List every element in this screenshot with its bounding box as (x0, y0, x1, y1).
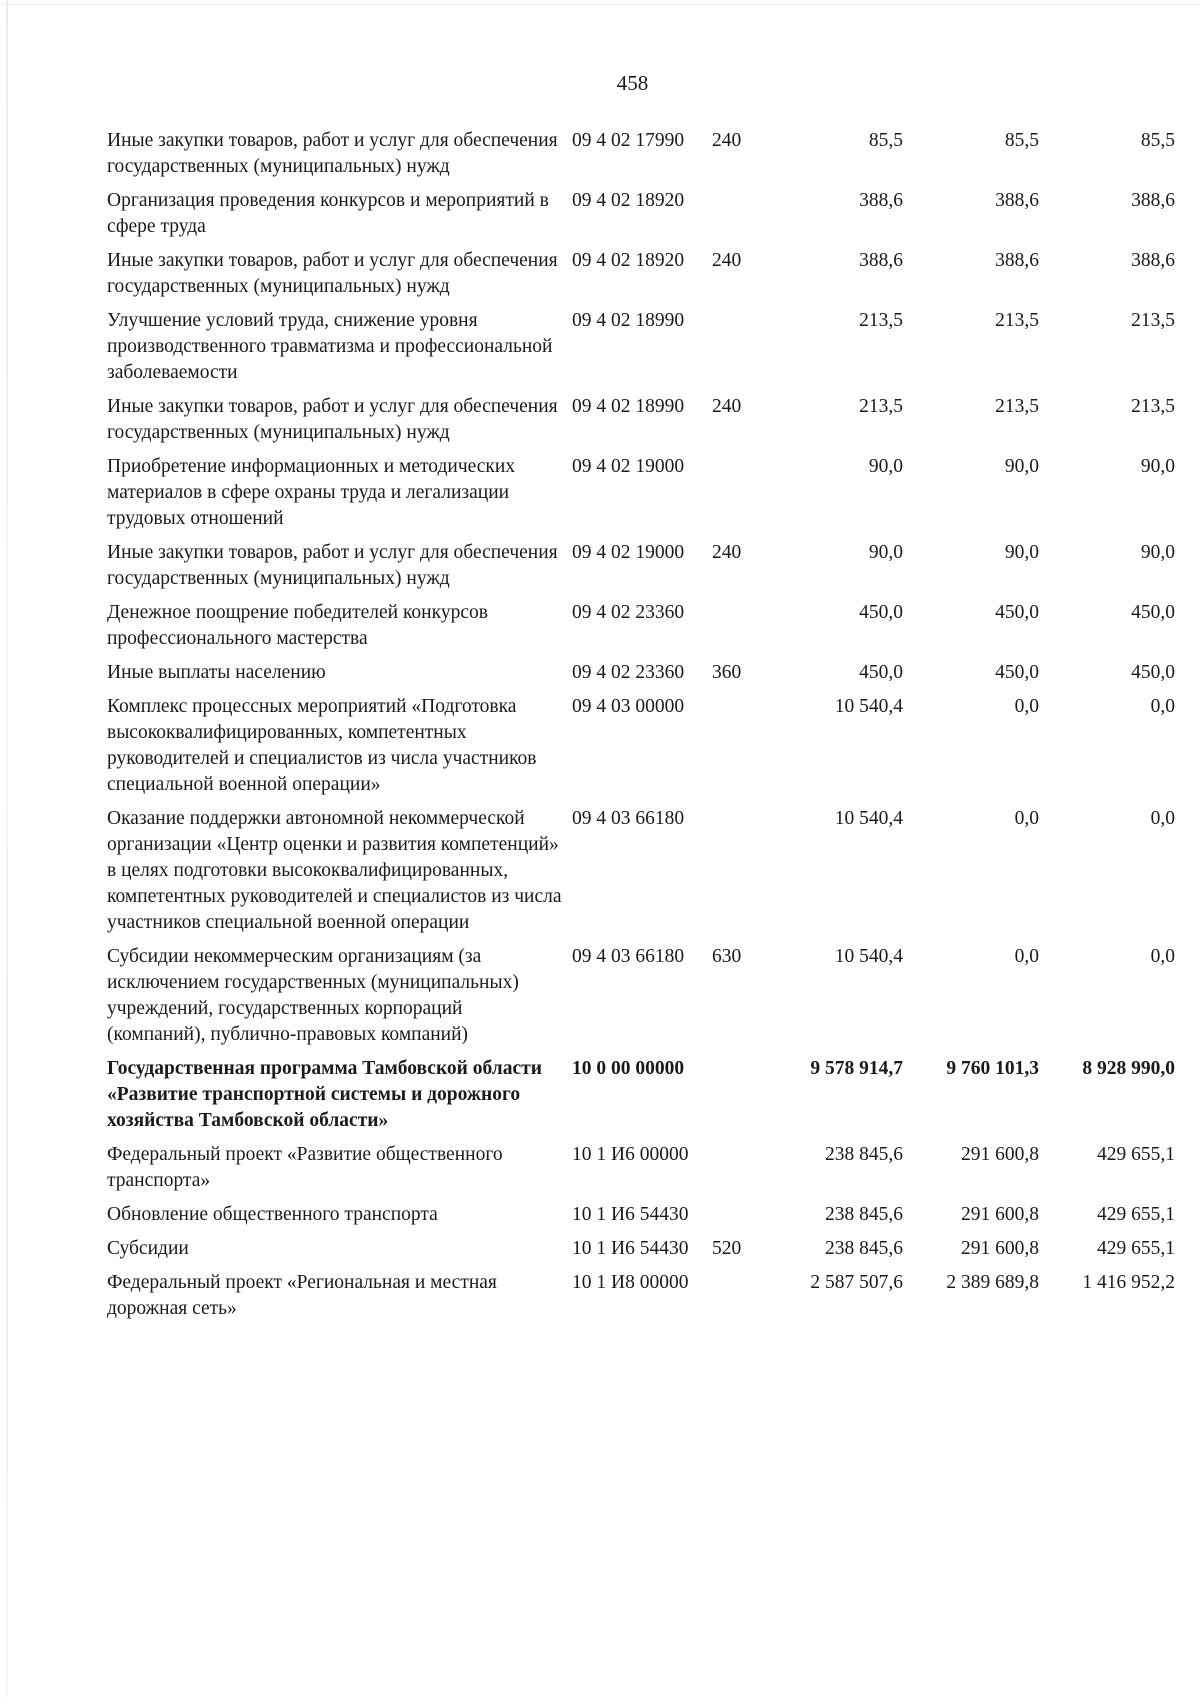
row-code: 10 1 И6 54430 (572, 1238, 689, 1259)
row-value-1: 10 540,4 (834, 696, 903, 717)
table-row (107, 1056, 1175, 1134)
row-value-1: 450,0 (859, 602, 903, 623)
row-code: 09 4 02 23360 (572, 662, 685, 683)
row-value-2: 90,0 (1004, 542, 1039, 563)
table-row (107, 128, 1175, 180)
row-value-1: 213,5 (859, 310, 903, 331)
row-value-2: 90,0 (1004, 456, 1039, 477)
table-row (107, 540, 1175, 592)
table-row (107, 248, 1175, 300)
row-value-3: 85,5 (1140, 130, 1175, 151)
row-code: 09 4 02 18990 (572, 396, 685, 417)
row-value-2: 213,5 (995, 396, 1039, 417)
row-value-2: 213,5 (995, 310, 1039, 331)
row-value-1: 213,5 (859, 396, 903, 417)
row-value-2: 0,0 (1014, 696, 1039, 717)
row-code: 09 4 02 18920 (572, 190, 685, 211)
row-code: 09 4 03 66180 (572, 946, 685, 967)
row-value-3: 1 416 952,2 (1082, 1272, 1175, 1293)
row-name: Федеральный проект «Региональная и местная дорожная сеть» (107, 1272, 497, 1319)
table-row (107, 454, 1175, 532)
scan-edge-left (6, 0, 8, 1697)
budget-table (107, 128, 1175, 1330)
row-code: 10 1 И6 54430 (572, 1204, 689, 1225)
table-row (107, 660, 1175, 686)
row-code: 09 4 02 19000 (572, 542, 685, 563)
row-value-3: 90,0 (1140, 456, 1175, 477)
row-value-3: 213,5 (1131, 396, 1175, 417)
row-expense-type: 240 (712, 542, 742, 563)
row-value-1: 90,0 (868, 542, 903, 563)
row-name: Улучшение условий труда, снижение уровня производственного травматизма и профессиональной заболеваемости (107, 310, 553, 383)
row-name: Денежное поощрение победителей конкурсов профессионального мастерства (107, 602, 488, 649)
table-row (107, 600, 1175, 652)
row-code: 09 4 02 18920 (572, 250, 685, 271)
row-value-2: 291 600,8 (961, 1204, 1039, 1225)
row-name: Государственная программа Тамбовской области «Развитие транспортной системы и дорожного хозяйства Тамбовской области» (107, 1058, 542, 1131)
row-value-1: 90,0 (868, 456, 903, 477)
row-value-2: 450,0 (995, 662, 1039, 683)
row-expense-type: 240 (712, 396, 742, 417)
row-expense-type: 240 (712, 250, 742, 271)
table-row (107, 1142, 1175, 1194)
row-value-1: 450,0 (859, 662, 903, 683)
row-value-1: 85,5 (868, 130, 903, 151)
row-name: Федеральный проект «Развитие общественного транспорта» (107, 1144, 503, 1191)
row-name: Субсидии некоммерческим организациям (за исключением государственных (муниципальных) учреждений, государственных корпораций (компаний), публично-правовых компаний) (107, 946, 519, 1045)
row-code: 10 0 00 00000 (572, 1058, 685, 1079)
row-name: Иные закупки товаров, работ и услуг для обеспечения государственных (муниципальных) нужд (107, 250, 558, 297)
row-name: Иные закупки товаров, работ и услуг для обеспечения государственных (муниципальных) нужд (107, 130, 558, 177)
row-value-2: 450,0 (995, 602, 1039, 623)
row-name: Организация проведения конкурсов и мероприятий в сфере труда (107, 190, 549, 237)
row-expense-type: 240 (712, 130, 742, 151)
table-row (107, 1270, 1175, 1322)
row-value-3: 429 655,1 (1097, 1238, 1175, 1259)
row-value-1: 2 587 507,6 (810, 1272, 903, 1293)
row-value-2: 85,5 (1004, 130, 1039, 151)
row-value-3: 450,0 (1131, 602, 1175, 623)
table-row (107, 1202, 1175, 1228)
row-name: Субсидии (107, 1238, 189, 1259)
row-value-2: 291 600,8 (961, 1144, 1039, 1165)
page-number: 458 (616, 71, 649, 95)
row-value-2: 388,6 (995, 250, 1039, 271)
row-expense-type: 360 (712, 662, 742, 683)
row-value-3: 429 655,1 (1097, 1204, 1175, 1225)
row-value-1: 10 540,4 (834, 946, 903, 967)
row-value-3: 388,6 (1131, 190, 1175, 211)
row-name: Оказание поддержки автономной некоммерческой организации «Центр оценки и развития компетенций» в целях подготовки высококвалифицированных, компетентных руководителей и специалистов из числа участников специальной военной операции (107, 808, 562, 933)
row-value-1: 388,6 (859, 190, 903, 211)
row-name: Комплекс процессных мероприятий «Подготовка высококвалифицированных, компетентных руководителей и специалистов из числа участников специальной военной операции» (107, 696, 537, 795)
row-expense-type: 630 (712, 946, 742, 967)
row-code: 09 4 03 66180 (572, 808, 685, 829)
row-name: Иные выплаты населению (107, 662, 326, 683)
row-value-2: 291 600,8 (961, 1238, 1039, 1259)
row-value-2: 0,0 (1014, 808, 1039, 829)
row-name: Приобретение информационных и методических материалов в сфере охраны труда и легализации трудовых отношений (107, 456, 516, 529)
row-code: 09 4 02 18990 (572, 310, 685, 331)
row-value-3: 388,6 (1131, 250, 1175, 271)
row-value-3: 8 928 990,0 (1082, 1058, 1175, 1079)
row-value-3: 0,0 (1150, 808, 1175, 829)
table-row (107, 188, 1175, 240)
row-name: Иные закупки товаров, работ и услуг для обеспечения государственных (муниципальных) нужд (107, 542, 558, 589)
row-value-1: 9 578 914,7 (810, 1058, 903, 1079)
row-value-3: 450,0 (1131, 662, 1175, 683)
row-value-1: 388,6 (859, 250, 903, 271)
row-value-3: 213,5 (1131, 310, 1175, 331)
table-row (107, 806, 1175, 936)
row-value-2: 0,0 (1014, 946, 1039, 967)
row-code: 09 4 03 00000 (572, 696, 685, 717)
row-value-1: 238 845,6 (825, 1204, 903, 1225)
row-value-1: 238 845,6 (825, 1144, 903, 1165)
row-value-3: 90,0 (1140, 542, 1175, 563)
row-value-3: 0,0 (1150, 696, 1175, 717)
table-row (107, 308, 1175, 386)
row-value-3: 0,0 (1150, 946, 1175, 967)
scan-edge-top (0, 4, 1200, 5)
row-name: Иные закупки товаров, работ и услуг для обеспечения государственных (муниципальных) нужд (107, 396, 558, 443)
row-value-3: 429 655,1 (1097, 1144, 1175, 1165)
row-code: 10 1 И6 00000 (572, 1144, 689, 1165)
row-code: 09 4 02 19000 (572, 456, 685, 477)
row-value-2: 388,6 (995, 190, 1039, 211)
row-value-1: 238 845,6 (825, 1238, 903, 1259)
row-value-2: 2 389 689,8 (946, 1272, 1039, 1293)
table-row (107, 944, 1175, 1048)
table-row (107, 694, 1175, 798)
table-row (107, 394, 1175, 446)
row-code: 09 4 02 17990 (572, 130, 685, 151)
table-row (107, 1236, 1175, 1262)
row-value-1: 10 540,4 (834, 808, 903, 829)
row-value-2: 9 760 101,3 (946, 1058, 1039, 1079)
row-name: Обновление общественного транспорта (107, 1204, 438, 1225)
row-code: 10 1 И8 00000 (572, 1272, 689, 1293)
row-expense-type: 520 (712, 1238, 742, 1259)
row-code: 09 4 02 23360 (572, 602, 685, 623)
